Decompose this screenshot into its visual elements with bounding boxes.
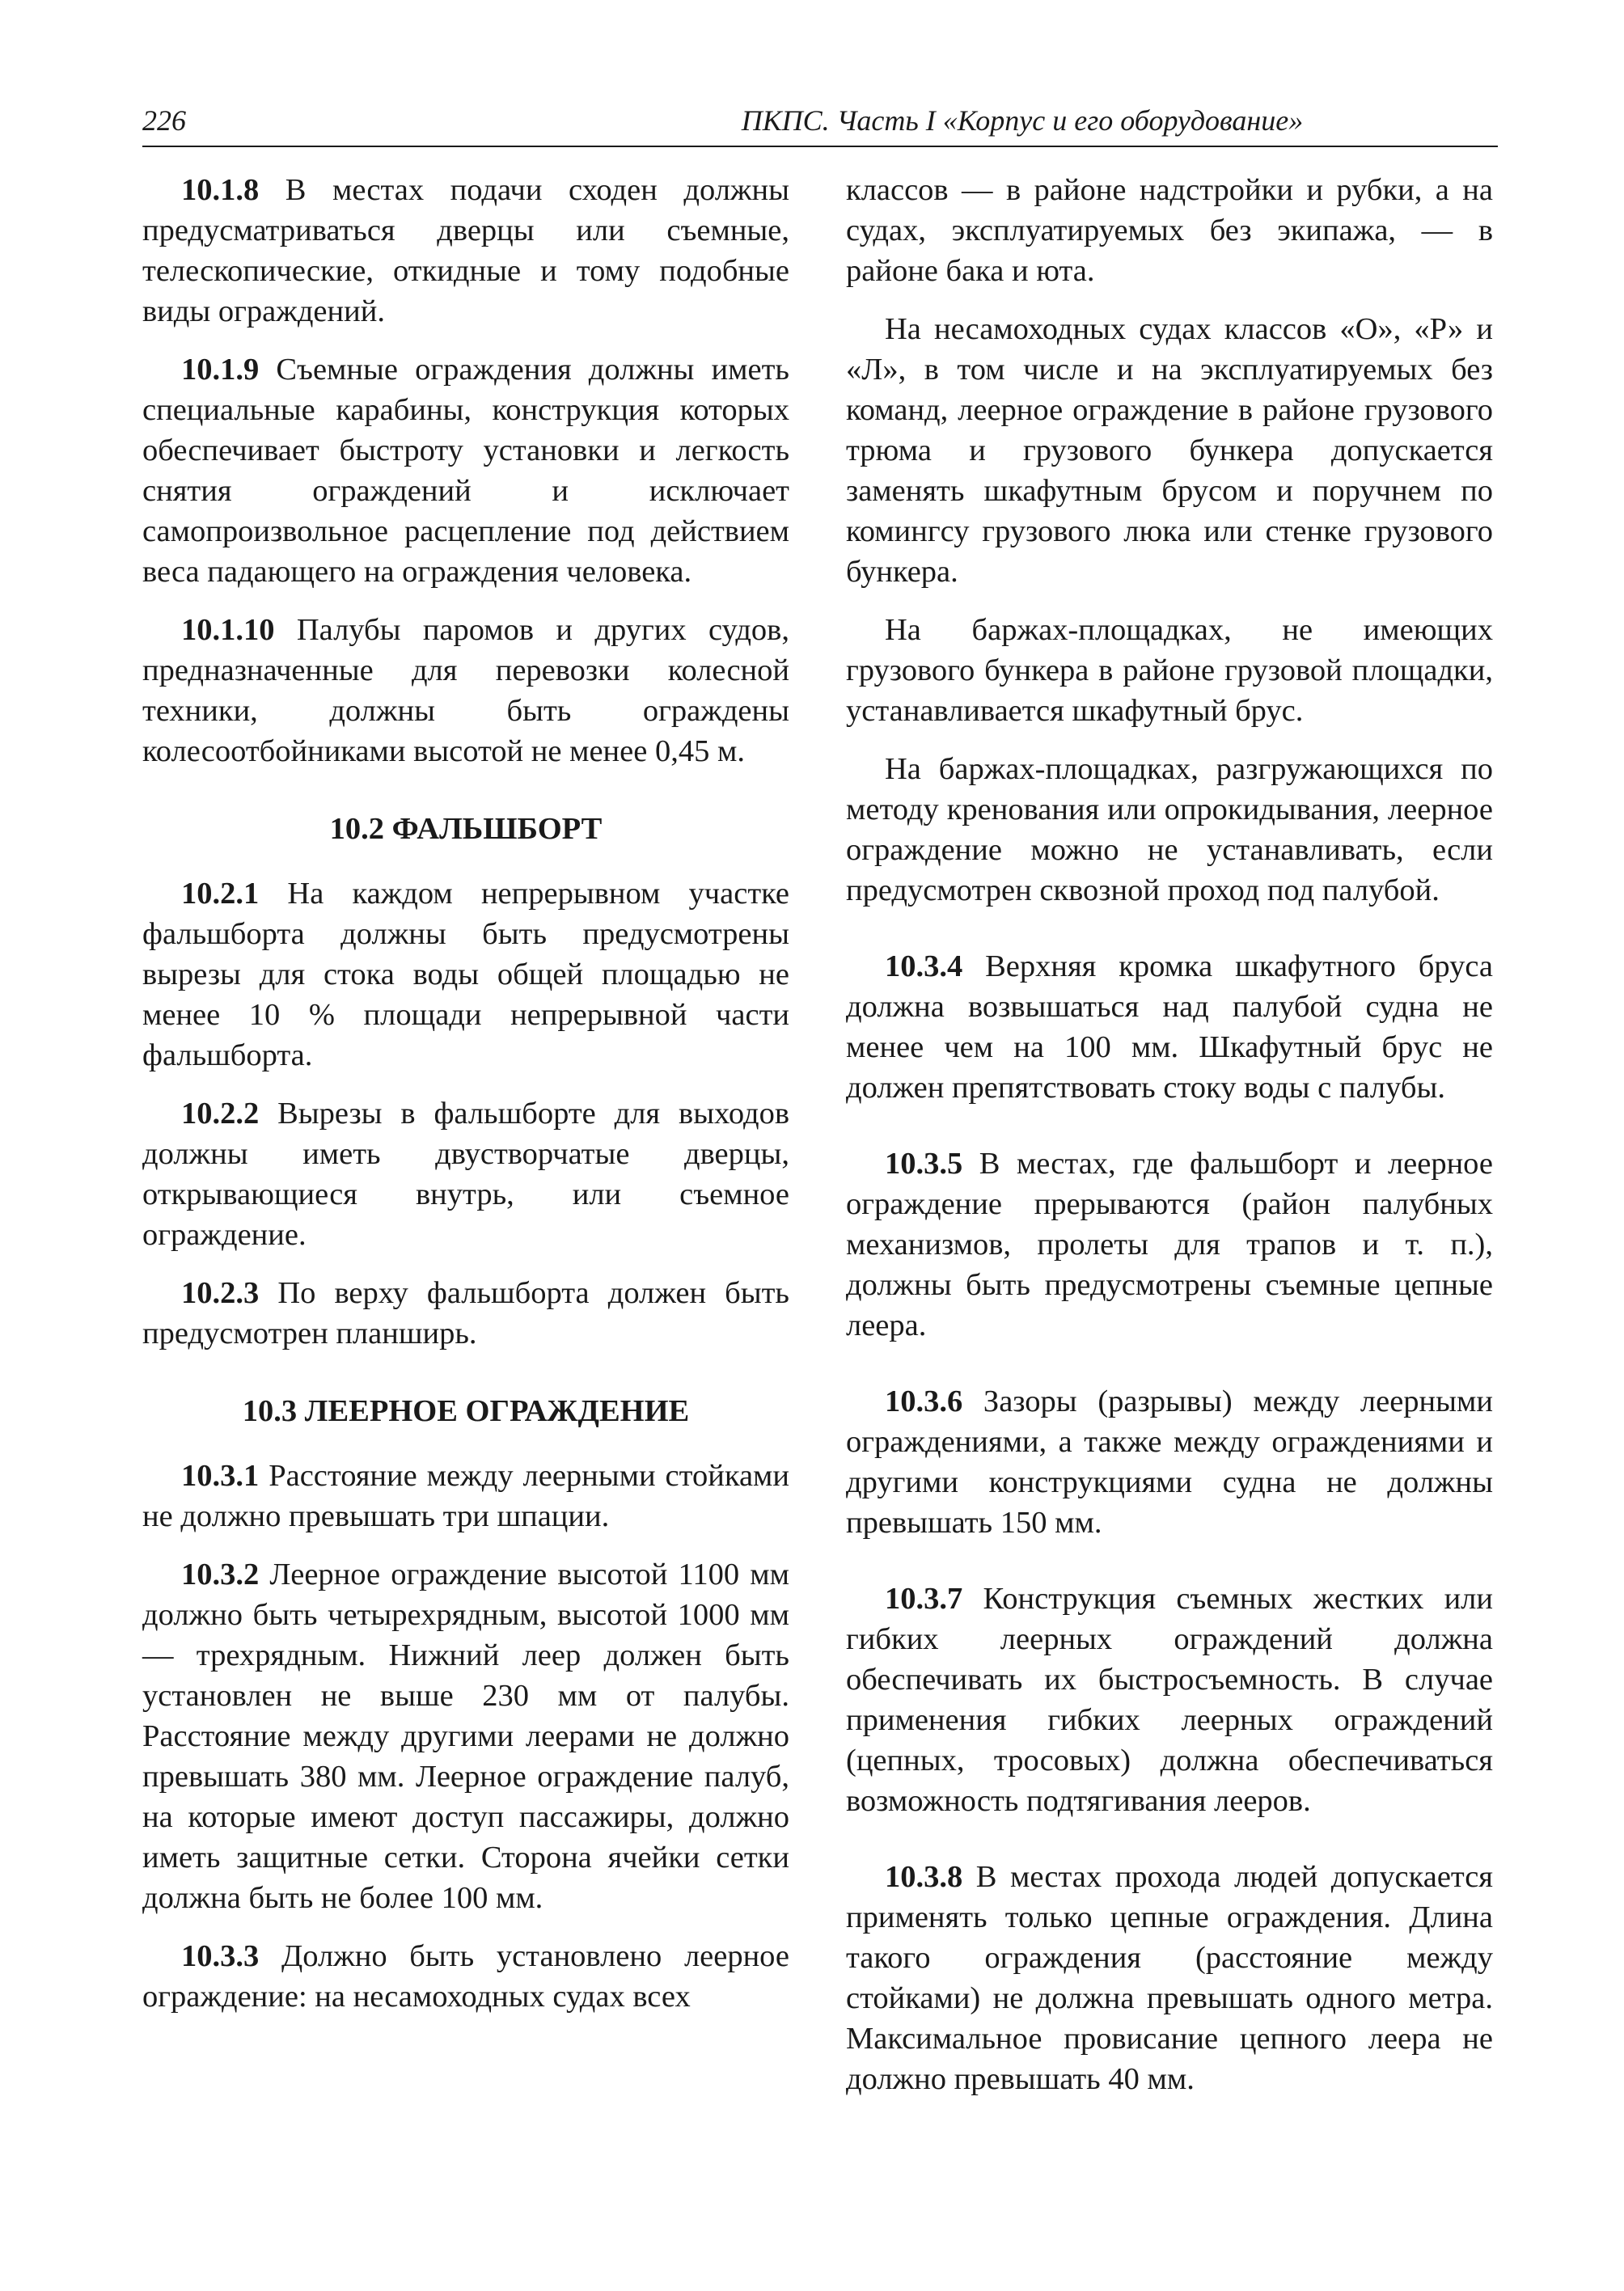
- clause-text: Съемные ограждения должны иметь специальные карабины, конструкция которых обеспечивает быстроту установки и легкость снятия ограждений и исключает самопроизвольное расцепление под действием веса падающего на ограждения человека.: [142, 353, 789, 589]
- clause-number: 10.3.8: [885, 1860, 963, 1894]
- paragraph-10-2-3: [142, 1273, 789, 1354]
- paragraph-10-3-4: [846, 946, 1493, 1108]
- clause-number: 10.2.2: [181, 1097, 260, 1131]
- clause-text: Должно быть установлено леерное ограждение: на несамоходных судах всех: [142, 1939, 789, 2014]
- paragraph-10-3-6: [846, 1381, 1493, 1543]
- clause-number: 10.3.3: [181, 1939, 260, 1973]
- right-column: [846, 170, 1493, 2117]
- clause-text: Конструкция съемных жестких или гибких леерных ограждений должна обеспечивать их быстросъемность. В случае применения гибких леерных ограждений (цепных, тросовых) должна обеспечиваться возможность подтягивания лееров.: [846, 1582, 1493, 1818]
- paragraph-10-3-7: [846, 1579, 1493, 1821]
- clause-number: 10.3.6: [885, 1384, 963, 1418]
- clause-number: 10.3.5: [885, 1147, 963, 1181]
- clause-text: В местах, где фальшборт и леерное ограждение прерываются (район палубных механизмов, пролеты для трапов и т. п.), должны быть предусмотрены съемные цепные леера.: [846, 1147, 1493, 1342]
- clause-text: Вырезы в фальшборте для выходов должны иметь двустворчатые дверцы, открывающиеся внутрь, или съемное ограждение.: [142, 1097, 789, 1252]
- section-heading-10-2: 10.2 ФАЛЬШБОРТ: [329, 812, 603, 846]
- clause-text: В местах подачи сходен должны предусматриваться дверцы или съемные, телескопические, откидные и тому подобные виды ограждений.: [142, 173, 789, 328]
- running-title: ПКПС. Часть I «Корпус и его оборудование»: [741, 104, 1304, 137]
- paragraph-10-3-8: [846, 1857, 1493, 2099]
- clause-number: 10.1.10: [181, 613, 275, 647]
- paragraph-10-1-8: [142, 170, 789, 332]
- clause-number: 10.3.4: [885, 949, 963, 983]
- page-header: [142, 104, 1498, 147]
- clause-number: 10.3.2: [181, 1558, 260, 1591]
- section-heading-10-3: 10.3 ЛЕЕРНОЕ ОГРАЖДЕНИЕ: [242, 1394, 690, 1428]
- paragraph-10-3-3: [142, 1936, 789, 2017]
- page-number: 226: [142, 104, 186, 137]
- clause-number: 10.3.1: [181, 1459, 260, 1493]
- clause-text: Зазоры (разрывы) между леерными ограждениями, а также между ограждениями и другими конструкциями судна не должны превышать 150 мм.: [846, 1384, 1493, 1540]
- clause-number: 10.2.3: [181, 1276, 260, 1310]
- clause-text: Палубы паромов и других судов, предназначенные для перевозки колесной техники, должны быть ограждены колесоотбойниками высотой не менее 0,45 м.: [142, 613, 789, 768]
- paragraph-continuation: классов — в районе надстройки и рубки, а на судах, эксплуатируемых без экипажа, — в районе бака и юта.: [846, 173, 1493, 288]
- paragraph-10-1-9: [142, 349, 789, 592]
- paragraph-10-2-2: [142, 1093, 789, 1255]
- paragraph-10-3-2: [142, 1554, 789, 1918]
- clause-number: 10.3.7: [885, 1582, 963, 1616]
- clause-number: 10.2.1: [181, 877, 260, 911]
- clause-text: В местах прохода людей допускается применять только цепные ограждения. Длина такого ограждения (расстояние между стойками) не должна превышать одного метра. Максимальное провисание цепного леера не должно превышать 40 мм.: [846, 1860, 1493, 2096]
- clause-text: Верхняя кромка шкафутного бруса должна возвышаться над палубой судна не менее чем на 100 мм. Шкафутный брус не должен препятствовать стоку воды с палубы.: [846, 949, 1493, 1105]
- paragraph-10-2-1: [142, 873, 789, 1076]
- clause-number: 10.1.9: [181, 353, 260, 387]
- paragraph-10-3-1: [142, 1456, 789, 1536]
- clause-number: 10.1.8: [181, 173, 260, 207]
- paragraph-barges-bunker: На баржах-площадках, не имеющих грузового бункера в районе грузовой площадки, устанавливается шкафутный брус.: [846, 613, 1493, 728]
- paragraph-barges-heeling: На баржах-площадках, разгружающихся по методу кренования или опрокидывания, леерное ограждение можно не устанавливать, если предусмотрен сквозной проход под палубой.: [846, 752, 1493, 907]
- clause-text: Леерное ограждение высотой 1100 мм должно быть четырехрядным, высотой 1000 мм — трехрядным. Нижний леер должен быть установлен не выше 230 мм от палубы. Расстояние между другими леерами не должно превышать 380 мм. Леерное ограждение палуб, на которые имеют доступ пассажиры, должно иметь защитные сетки. Сторона ячейки сетки должна быть не более 100 мм.: [142, 1558, 789, 1915]
- paragraph-non-self-propelled: На несамоходных судах классов «О», «Р» и «Л», в том числе и на эксплуатируемых без команд, леерное ограждение в районе грузового трюма и грузового бункера допускается заменять шкафутным брусом и поручнем по комингсу грузового люка или стенке грузового бункера.: [846, 312, 1493, 589]
- clause-text: Расстояние между леерными стойками не должно превышать три шпации.: [142, 1459, 789, 1533]
- paragraph-10-3-5: [846, 1143, 1493, 1346]
- paragraph-10-1-10: [142, 610, 789, 771]
- clause-text: По верху фальшборта должен быть предусмотрен планширь.: [142, 1276, 789, 1351]
- clause-text: На каждом непрерывном участке фальшборта должны быть предусмотрены вырезы для стока воды общей площадью не менее 10 % площади непрерывной части фальшборта.: [142, 877, 789, 1072]
- left-column: [142, 170, 789, 2035]
